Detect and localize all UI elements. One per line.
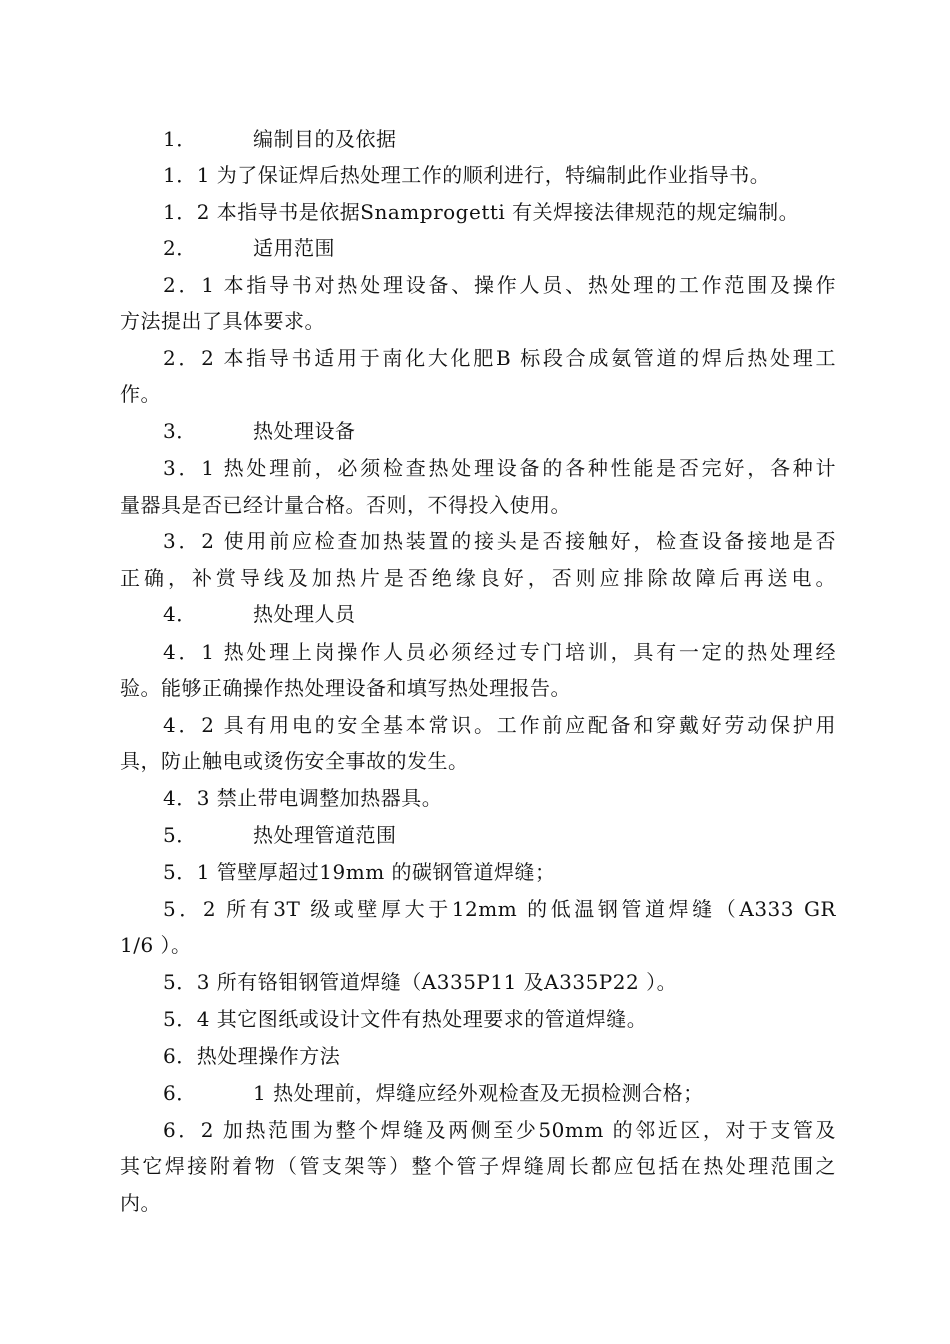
heading-number: 4． — [163, 602, 197, 626]
section-heading-1 — [163, 121, 836, 157]
heading-text: 热处理设备 — [253, 419, 356, 443]
paragraph-line: 正确，补赏导线及加热片是否绝缘良好，否则应排除故障后再送电。 — [120, 566, 836, 590]
paragraph-line: 5．2 所有3T 级或壁厚大于12mm 的低温钢管道焊缝（A333 GR — [163, 897, 836, 921]
paragraph-line: 作。 — [120, 382, 161, 406]
paragraph-line: 2．1 本指导书对热处理设备、操作人员、热处理的工作范围及操作 — [163, 273, 836, 297]
paragraph-line — [163, 1075, 836, 1111]
paragraph-line: 5．3 所有铬钼钢管道焊缝（A335P11 及A335P22 ）。 — [163, 970, 678, 994]
paragraph-line: 其它焊接附着物（管支架等）整个管子焊缝周长都应包括在热处理范围之 — [120, 1154, 836, 1178]
heading-number: 1． — [163, 127, 197, 151]
paragraph-line: 6．2 加热范围为整个焊缝及两侧至少50mm 的邻近区，对于支管及 — [163, 1118, 836, 1142]
paragraph-line: 1/6 ）。 — [120, 933, 192, 957]
paragraph-line: 1．1 为了保证焊后热处理工作的顺利进行，特编制此作业指导书。 — [163, 163, 771, 187]
paragraph-line: 5．4 其它图纸或设计文件有热处理要求的管道焊缝。 — [163, 1007, 648, 1031]
heading-number: 2． — [163, 236, 197, 260]
section-heading-3 — [163, 413, 836, 449]
paragraph-line: 4．2 具有用电的安全基本常识。工作前应配备和穿戴好劳动保护用 — [163, 713, 836, 737]
paragraph-line: 内。 — [120, 1191, 161, 1215]
section-heading-2 — [163, 230, 836, 266]
heading-text: 热处理人员 — [253, 602, 356, 626]
section-heading-5 — [163, 817, 836, 853]
paragraph-line: 具，防止触电或烫伤安全事故的发生。 — [120, 749, 469, 773]
section-heading-4 — [163, 596, 836, 632]
paragraph-line: 5．1 管壁厚超过19mm 的碳钢管道焊缝； — [163, 860, 556, 884]
heading-number: 6． — [163, 1081, 197, 1105]
paragraph-line: 2．2 本指导书适用于南化大化肥B 标段合成氨管道的焊后热处理工 — [163, 346, 836, 370]
heading-text: 热处理管道范围 — [253, 823, 397, 847]
paragraph-line: 3．2 使用前应检查加热装置的接头是否接触好，检查设备接地是否 — [163, 529, 836, 553]
paragraph-text: 1 热处理前，焊缝应经外观检查及无损检测合格； — [253, 1081, 704, 1105]
paragraph-line: 4．3 禁止带电调整加热器具。 — [163, 786, 443, 810]
paragraph-line: 方法提出了具体要求。 — [120, 309, 325, 333]
paragraph-line: 3．1 热处理前，必须检查热处理设备的各种性能是否完好，各种计 — [163, 456, 836, 480]
heading-number: 3． — [163, 419, 197, 443]
paragraph-line: 量器具是否已经计量合格。否则，不得投入使用。 — [120, 493, 571, 517]
section-heading-6: 6．热处理操作方法 — [163, 1044, 341, 1068]
heading-text: 编制目的及依据 — [253, 127, 397, 151]
heading-number: 5． — [163, 823, 197, 847]
paragraph-line: 验。能够正确操作热处理设备和填写热处理报告。 — [120, 676, 571, 700]
heading-text: 适用范围 — [253, 236, 335, 260]
paragraph-line: 1．2 本指导书是依据Snamprogetti 有关焊接法律规范的规定编制。 — [163, 200, 800, 224]
paragraph-line: 4．1 热处理上岗操作人员必须经过专门培训，具有一定的热处理经 — [163, 640, 836, 664]
